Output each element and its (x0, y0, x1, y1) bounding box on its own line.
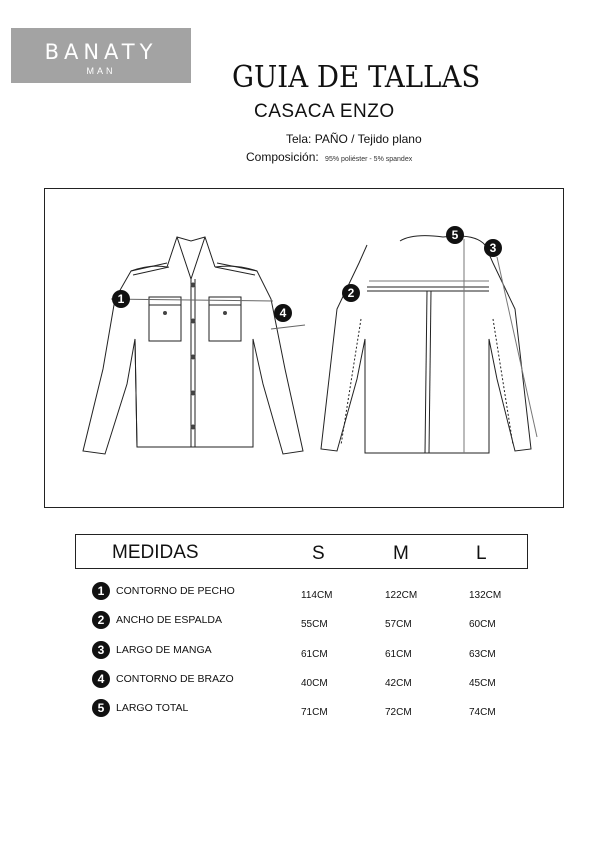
value-l: 60CM (469, 619, 496, 630)
composition-value: 95% poliéster - 5% spandex (325, 156, 413, 163)
brand-name: BANATY (44, 40, 158, 64)
jacket-illustration (45, 189, 565, 509)
value-s: 114CM (301, 590, 333, 601)
value-m: 122CM (385, 590, 418, 601)
value-s: 40CM (301, 678, 328, 689)
marker-1: 1 (117, 292, 125, 306)
row-number: 2 (92, 611, 110, 629)
row-label: CONTORNO DE BRAZO (116, 673, 234, 685)
table-row (92, 699, 542, 719)
value-m: 72CM (385, 707, 412, 718)
row-number: 5 (92, 699, 110, 717)
page-title: GUIA DE TALLAS (232, 60, 481, 95)
table-header (75, 534, 528, 569)
row-label: LARGO TOTAL (116, 702, 189, 714)
marker-5: 5 (451, 228, 459, 242)
value-s: 61CM (301, 649, 328, 660)
size-s: S (312, 543, 325, 564)
row-label: ANCHO DE ESPALDA (116, 614, 222, 626)
medidas-header: MEDIDAS (112, 542, 199, 563)
value-m: 57CM (385, 619, 412, 630)
value-l: 74CM (469, 707, 496, 718)
table-row (92, 611, 542, 631)
value-l: 132CM (469, 590, 502, 601)
composition-label: Composición: (246, 150, 319, 164)
row-number: 1 (92, 582, 110, 600)
row-number: 4 (92, 670, 110, 688)
jacket-front-drawing (83, 237, 303, 454)
table-row (92, 641, 542, 661)
fabric-line (286, 132, 422, 146)
garment-diagram (44, 188, 564, 508)
brand-logo (11, 28, 191, 83)
marker-3: 3 (489, 241, 497, 255)
composition-line (246, 150, 412, 164)
size-m: M (393, 543, 409, 564)
value-l: 63CM (469, 649, 496, 660)
row-number: 3 (92, 641, 110, 659)
product-name: CASACA ENZO (254, 101, 395, 122)
marker-4: 4 (279, 306, 287, 320)
value-s: 55CM (301, 619, 328, 630)
jacket-back-drawing (321, 236, 537, 453)
fabric-label: Tela: (286, 132, 312, 146)
value-l: 45CM (469, 678, 496, 689)
value-m: 61CM (385, 649, 412, 660)
row-label: LARGO DE MANGA (116, 644, 212, 656)
value-s: 71CM (301, 707, 328, 718)
table-row (92, 670, 542, 690)
row-label: CONTORNO DE PECHO (116, 585, 235, 597)
marker-2: 2 (347, 286, 355, 300)
fabric-value: PAÑO / Tejido plano (314, 132, 422, 146)
table-row (92, 582, 542, 602)
brand-sub: MAN (86, 66, 116, 76)
value-m: 42CM (385, 678, 412, 689)
size-l: L (476, 543, 487, 564)
